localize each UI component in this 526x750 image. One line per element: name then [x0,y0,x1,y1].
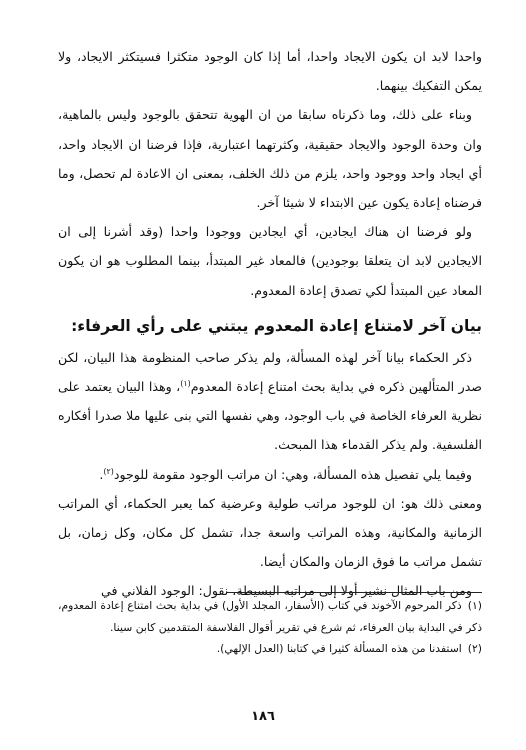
main-text [58,42,482,606]
footnote-ref-1: (١) [180,378,191,388]
paragraph-3: ولو فرضنا ان هناك ايجادين، أي ايجادين ووجودا واحدا (وقد أشرنا إلى ان الايجادين لابد ان يتعلقا بوجودين) فالمعاد غير المبتدأ، بينما المطلوب هو ان يكون المعاد عين المبتدأ لكي تصدق إعادة المعدوم. [58,224,482,298]
footnote-2-number: (٢) [467,642,482,655]
page-number: ١٨٦ [251,709,275,724]
footnote-2-text: استفدنا من هذه المسألة كثيرا في كتابنا (العدل الإلهي). [216,642,462,655]
paragraph-4-text-b: ، وهذا البيان يعتمد على نظرية العرفاء الخاصة في باب الوجود، وهي نفسها التي بنى عليها ملا صدرا أفكاره الفلسفية. ولم يذكر القدماء هذا المبحث. [58,379,482,453]
paragraph-7: ومن باب المثال نشير أولا إلى مراتبه البسيطة، نقول: الوجود الفلاني في [101,583,472,599]
section-heading: بيان آخر لامتناع إعادة المعدوم يبتني على رأي العرفاء: [71,316,482,335]
paragraph-4 [58,343,482,460]
footnote-1 [58,595,482,638]
paragraph-1: واحدا لابد ان يكون الايجاد واحدا، أما إذا كان الوجود متكثرا فسيتكثر الايجاد، ولا يمكن التفكيك بينهما. [58,49,482,94]
paragraph-5 [58,460,482,489]
paragraph-5-text-a: وفيما يلي تفصيل هذه المسألة، وهي: ان مراتب الوجود مقومة للوجود [113,466,472,482]
footnote-1-text: ذكر المرحوم الآخوند في كتاب (الأسفار، المجلد الأول) في بداية بحث امتناع إعادة المعدوم، ذكر في البداية بيان العرفاء، ثم شرع في تقرير أقوال الفلاسفة المتقدمين كابن سينا. [58,599,482,634]
paragraph-5-text-b: . [99,466,104,482]
footnotes [58,595,482,660]
footnote-divider [226,592,482,593]
footnote-ref-2: (٢) [103,466,114,476]
footnote-2 [58,638,482,660]
paragraph-2: وبناء على ذلك، وما ذكرناه سابقا من ان الهوية تتحقق بالوجود وليس بالماهية، وان وحدة الوجود والايجاد حقيقية، وكثرتهما اعتبارية، فإذا فرضنا ان الايجاد واحد، أي ايجاد واحد ووجود واحد، يلزم من ذلك الخلف، بمعنى ان الاعادة لم تحصل، وما فرضناه إعادة يكون عين الابتداء لا شيئا آخر. [58,107,482,211]
paragraph-6: ومعنى ذلك هو: ان للوجود مراتب طولية وعرضية كما يعبر الحكماء، أي المراتب الزمانية والمكانية، وهذه المراتب واسعة جدا، تشمل كل مكان، وكل زمان، بل تشمل مراتب ما فوق الزمان والمكان أيضا. [58,495,482,570]
paragraph-4-text-a: ذكر الحكماء بيانا آخر لهذه المسألة، ولم يذكر صاحب المنظومة هذا البيان، لكن صدر المتألهين ذكره في بداية بحث امتناع إعادة المعدوم [58,349,482,395]
footnote-1-number: (١) [467,599,482,612]
